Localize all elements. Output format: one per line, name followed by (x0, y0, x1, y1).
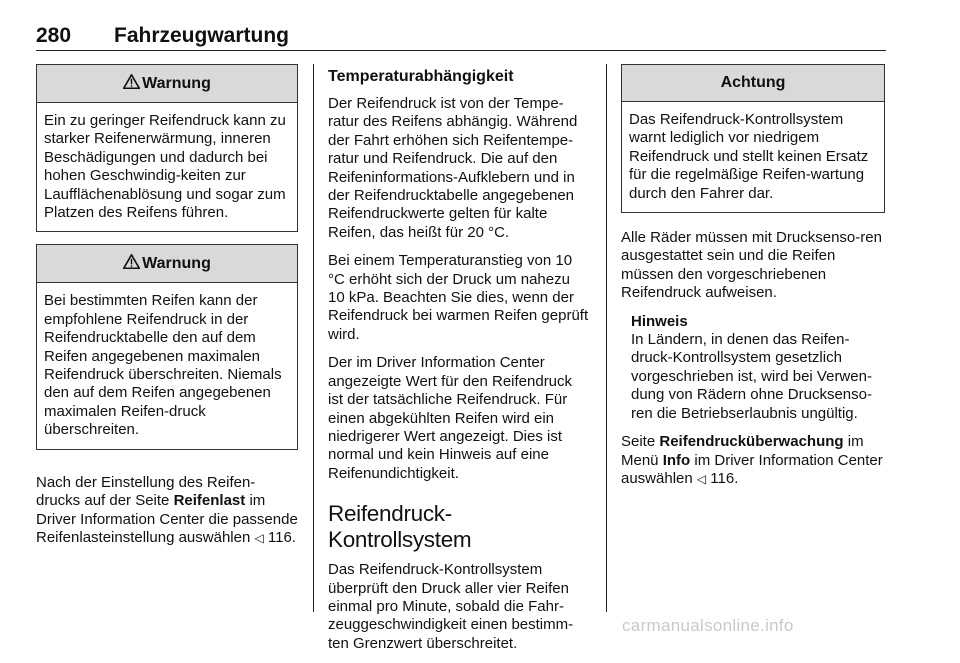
warning-box (36, 244, 298, 449)
text: im Menü (621, 433, 864, 469)
warning-box-title (37, 65, 297, 103)
watermark: carmanualsonline.info (622, 616, 794, 635)
page-reference-arrow-icon: ◁ (254, 530, 264, 545)
paragraph: Der im Driver Information Center angezeigte Wert für den Reifendruck ist der tatsächliche Reifendruck. Für einen abgekühlten Reifen wird ein niedrigerer Wert angezeigt. Dies ist normal und kein Hinweis auf eine Reifenundichtigkeit. (328, 354, 573, 482)
section-title: Reifendruck-Kontrollsystem (328, 501, 472, 553)
warning-label: Warnung (142, 75, 211, 92)
column-divider (606, 64, 607, 612)
column-left (36, 64, 298, 557)
column-middle (328, 64, 590, 663)
note-title: Hinweis (631, 312, 688, 330)
text: Nach der Einstellung des Reifen-drucks auf der Seite (36, 473, 256, 510)
column-right (621, 64, 885, 498)
page-reference-arrow-icon: ◁ (696, 471, 707, 486)
tpms-menu-paragraph (621, 433, 885, 488)
page-reference[interactable]: 116. (263, 528, 296, 546)
paragraph: Der Reifendruck ist von der Tempe-ratur des Reifens abhängig. Während der Fahrt erhöhen sich Reifentempe-ratur und Reifendruck. Die auf den Reifeninformations-Aufklebern und in der Reifendrucktabelle angegebenen Reifendruckwerte gelten für kalte Reifen, das heißt für 20 °C. (328, 95, 578, 241)
menu-term: Info (662, 451, 691, 469)
caution-text: Das Reifendruck-Kontrollsystem warnt lediglich vor niedrigem Reifendruck und stellt keinen Ersatz für die regelmäßige Reifen-wartung durch den Fahrer dar. (629, 111, 869, 202)
warning-triangle-icon (123, 74, 140, 89)
warning-box (36, 64, 298, 232)
text: Seite (621, 433, 660, 451)
warning-text: Ein zu geringer Reifendruck kann zu starker Reifenerwärmung, inneren Beschädigungen und dadurch bei hohen Geschwindig-keiten zur Laufflächenablösung und sogar zum Platzen des Reifens führen. (44, 112, 286, 222)
menu-term: Reifenlast (173, 492, 246, 510)
chapter-title: Fahrzeugwartung (114, 24, 290, 47)
subheading: Temperaturabhängigkeit (328, 68, 514, 85)
note-text: In Ländern, in denen das Reifen-druck-Kontrollsystem gesetzlich vorgeschrieben ist, wird bei Verwen-dung von Rädern ohne Drucksenso-ren die Betriebserlaubnis ungültig. (631, 331, 872, 422)
warning-box-title (37, 245, 297, 283)
text: im Driver Information Center die passende Reifenlasteinstellung auswählen (36, 492, 298, 546)
page-header (36, 24, 886, 51)
paragraph: Bei einem Temperaturanstieg von 10 °C erhöht sich der Druck um nahezu 10 kPa. Beachten Sie dies, wenn der Reifendruck bei warmen Reifen geprüft wird. (328, 252, 589, 343)
warning-triangle-icon (123, 254, 140, 269)
caution-box (621, 64, 885, 213)
warning-text: Bei bestimmten Reifen kann der empfohlene Reifendruck in der Reifendrucktabelle den auf dem Reifen angegebenen maximalen Reifendruck überschreiten. Niemals den auf dem Reifen angegebenen maximalen Reifen-druck überschreiten. (44, 292, 282, 439)
page-reference[interactable]: 116. (706, 469, 739, 487)
text: im Driver Information Center auswählen (621, 451, 883, 487)
paragraph: Alle Räder müssen mit Drucksenso-ren ausgestattet sein und die Reifen müssen den vorgeschriebenen Reifendruck aufweisen. (621, 229, 882, 302)
caution-box-title: Achtung (622, 65, 884, 102)
note-block (621, 313, 885, 423)
paragraph: Das Reifendruck-Kontrollsystem überprüft den Druck aller vier Reifen einmal pro Minute, sobald die Fahr-zeuggeschwindigkeit einen bestimm-ten Grenzwert überschreitet. (328, 561, 574, 652)
tire-load-paragraph (36, 474, 298, 548)
menu-term: Reifendrucküberwachung (659, 433, 844, 451)
warning-label: Warnung (142, 255, 211, 273)
page-number: 280 (36, 24, 72, 47)
column-divider (313, 64, 314, 612)
